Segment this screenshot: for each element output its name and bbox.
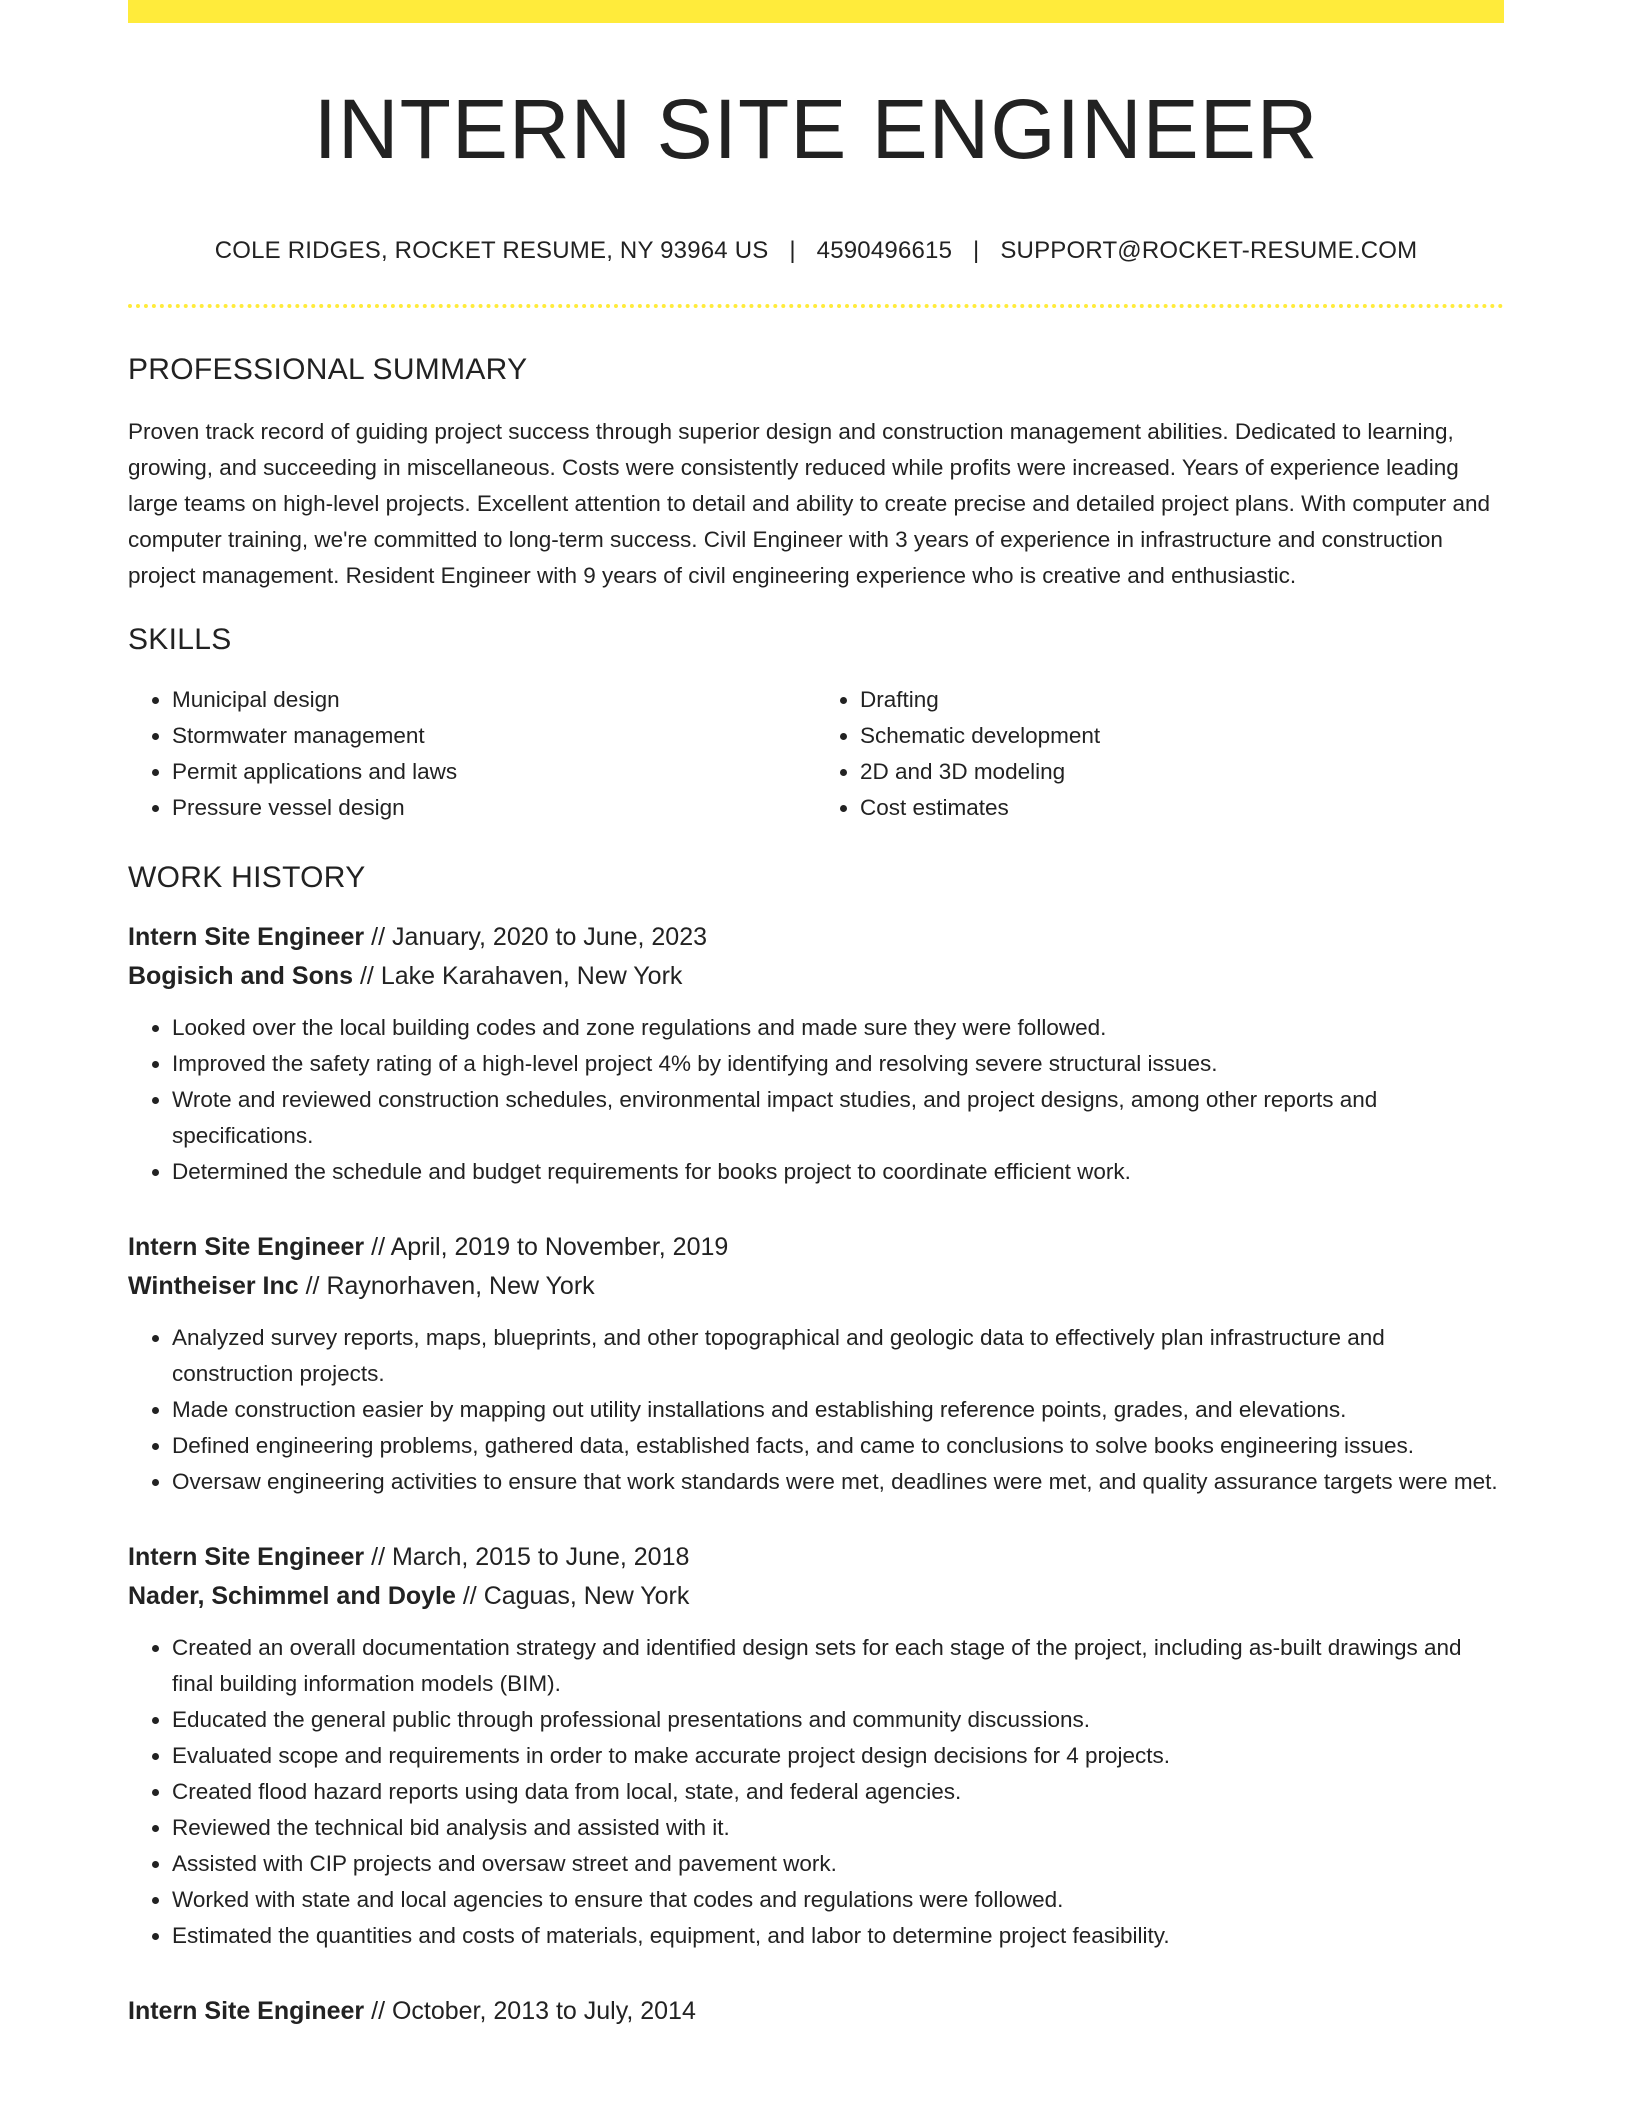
contact-separator: | — [973, 237, 980, 265]
summary-heading: PROFESSIONAL SUMMARY — [128, 353, 528, 387]
job-bullet: • Created an overall documentation strategy and identified design sets for each stage of the project, including as-built drawings and final building information models (BIM). — [172, 1630, 1504, 1702]
job-role: Intern Site Engineer — [128, 1997, 365, 2026]
skill-item: • Stormwater management — [172, 718, 816, 754]
job-company-line — [128, 1577, 1504, 1616]
job-role: Intern Site Engineer — [128, 1543, 365, 1572]
job-bullets — [128, 1630, 1504, 1954]
job-bullet: • Improved the safety rating of a high-level project 4% by identifying and resolving severe structural issues. — [172, 1046, 1504, 1082]
contact-phone: 4590496615 — [816, 237, 953, 265]
job-location: // Lake Karahaven, New York — [353, 962, 683, 991]
job-bullet: • Evaluated scope and requirements in order to make accurate project design decisions for 4 projects. — [172, 1738, 1504, 1774]
job-company: Nader, Schimmel and Doyle — [128, 1582, 456, 1611]
accent-top-bar — [128, 0, 1504, 23]
resume-title: INTERN SITE ENGINEER — [313, 82, 1319, 176]
job-bullet: • Analyzed survey reports, maps, blueprints, and other topographical and geologic data to effectively plan infrastructure and construction projects. — [172, 1320, 1504, 1392]
contact-email: SUPPORT@ROCKET-RESUME.COM — [1000, 237, 1418, 265]
job-bullet: • Looked over the local building codes and zone regulations and made sure they were followed. — [172, 1010, 1504, 1046]
job-role-line — [128, 918, 1504, 957]
job-company: Bogisich and Sons — [128, 962, 354, 991]
job-bullet: • Made construction easier by mapping out utility installations and establishing reference points, grades, and elevations. — [172, 1392, 1504, 1428]
skill-item: • Cost estimates — [860, 790, 1504, 826]
job-bullets — [128, 1320, 1504, 1500]
job-company-line — [128, 957, 1504, 996]
job-dates: // April, 2019 to November, 2019 — [364, 1233, 729, 1262]
job-role-line — [128, 1228, 1504, 1267]
job-location: // Caguas, New York — [455, 1582, 690, 1611]
job-role-line — [128, 1992, 1504, 2031]
skill-item: • Permit applications and laws — [172, 754, 816, 790]
job-bullet: • Assisted with CIP projects and oversaw street and pavement work. — [172, 1846, 1504, 1882]
skill-item: • Schematic development — [860, 718, 1504, 754]
job-bullet: • Created flood hazard reports using data from local, state, and federal agencies. — [172, 1774, 1504, 1810]
job-bullet: • Worked with state and local agencies to ensure that codes and regulations were followed. — [172, 1882, 1504, 1918]
dotted-divider — [128, 304, 1504, 308]
job-entry — [128, 918, 1504, 1190]
contact-line — [128, 237, 1504, 266]
job-location: // Raynorhaven, New York — [298, 1272, 595, 1301]
job-role: Intern Site Engineer — [128, 1233, 365, 1262]
skills-column-right — [816, 682, 1504, 826]
skills-heading: SKILLS — [128, 623, 232, 657]
job-dates: // October, 2013 to July, 2014 — [364, 1997, 696, 2026]
skill-item: • Drafting — [860, 682, 1504, 718]
job-bullet: • Wrote and reviewed construction schedules, environmental impact studies, and project designs, among other reports and specifications. — [172, 1082, 1504, 1154]
work-history-heading: WORK HISTORY — [128, 861, 366, 895]
job-company: Wintheiser Inc — [128, 1272, 299, 1301]
summary-text: Proven track record of guiding project success through superior design and construction management abilities. Dedicated to learning, growing, and succeeding in miscellaneous. Costs were consistently reduced while profits were increased. Years of experience leading large teams on high-level projects. Excellent attention to detail and ability to create precise and detailed project plans. With computer and computer training, we're committed to long-term success. Civil Engineer with 3 years of experience in infrastructure and construction project management. Resident Engineer with 9 years of civil engineering experience who is creative and enthusiastic. — [128, 419, 1491, 589]
resume-page — [128, 0, 1504, 2031]
job-entry — [128, 1992, 1504, 2031]
job-bullet: • Reviewed the technical bid analysis and assisted with it. — [172, 1810, 1504, 1846]
job-bullet: • Estimated the quantities and costs of materials, equipment, and labor to determine project feasibility. — [172, 1918, 1504, 1954]
job-role: Intern Site Engineer — [128, 923, 365, 952]
skill-item: • Pressure vessel design — [172, 790, 816, 826]
skills-column-left — [128, 682, 816, 826]
job-bullets — [128, 1010, 1504, 1190]
skill-item: • 2D and 3D modeling — [860, 754, 1504, 790]
job-bullet: • Oversaw engineering activities to ensure that work standards were met, deadlines were met, and quality assurance targets were met. — [172, 1464, 1504, 1500]
job-bullet: • Determined the schedule and budget requirements for books project to coordinate efficient work. — [172, 1154, 1504, 1190]
job-bullet: • Educated the general public through professional presentations and community discussions. — [172, 1702, 1504, 1738]
skill-item: • Municipal design — [172, 682, 816, 718]
job-dates: // March, 2015 to June, 2018 — [364, 1543, 690, 1572]
job-entry — [128, 1228, 1504, 1500]
skills-list — [128, 682, 1504, 826]
job-company-line — [128, 1267, 1504, 1306]
job-dates: // January, 2020 to June, 2023 — [364, 923, 708, 952]
job-role-line — [128, 1538, 1504, 1577]
contact-address: COLE RIDGES, ROCKET RESUME, NY 93964 US — [214, 237, 769, 265]
contact-separator: | — [789, 237, 796, 265]
job-bullet: • Defined engineering problems, gathered data, established facts, and came to conclusions to solve books engineering issues. — [172, 1428, 1504, 1464]
job-entry — [128, 1538, 1504, 1954]
